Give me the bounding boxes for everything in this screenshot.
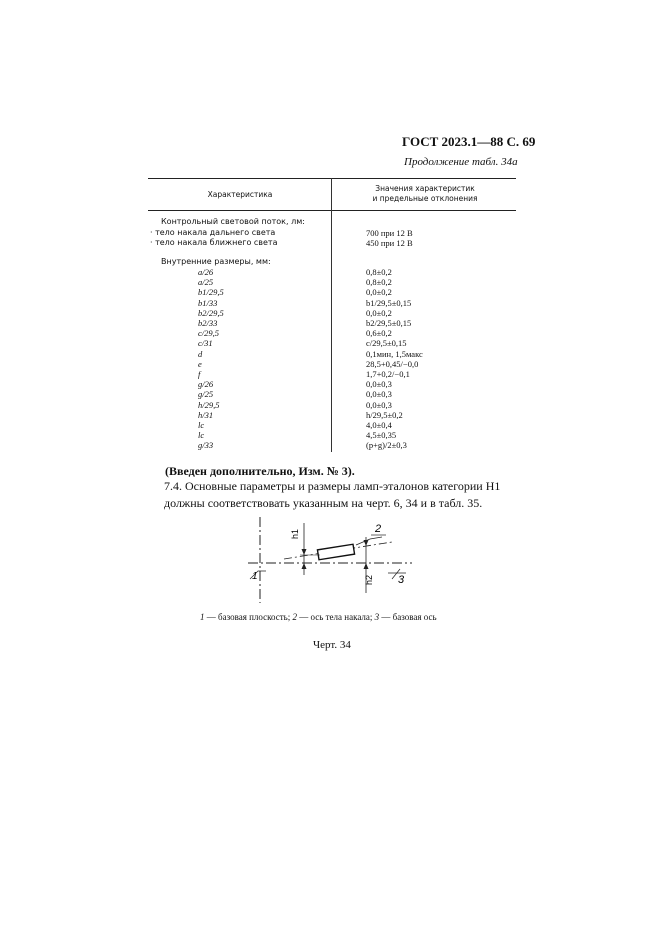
drawing-title: Черт. 34 xyxy=(313,639,351,651)
h1-arrow-top xyxy=(302,549,307,555)
caption-n1: 1 xyxy=(200,612,205,622)
dims-title: Внутренние размеры, мм: xyxy=(161,257,271,266)
leader-2 xyxy=(356,537,382,545)
page-reference: ГОСТ 2023.1—88 С. 69 xyxy=(402,134,536,149)
col1-header: Характеристика xyxy=(207,190,273,199)
table-header-rule xyxy=(148,210,516,211)
dims-row-value: 0,0±0,2 xyxy=(366,287,392,298)
dims-row-value: c/29,5±0,15 xyxy=(366,338,407,349)
dims-row-label: a/25 xyxy=(198,277,214,288)
paragraph-line-2: должны соответствовать указанным на черт. 6, 34 и в табл. 35. xyxy=(164,496,483,510)
dims-row-label: h/31 xyxy=(198,409,214,420)
flux-row-near-value: 450 при 12 В xyxy=(366,238,413,248)
dims-row-label: e xyxy=(198,358,202,369)
dims-row-label: lc xyxy=(198,430,205,441)
caption-t3: — базовая ось xyxy=(379,612,437,622)
flux-row-far-value: 700 при 12 В xyxy=(366,228,413,238)
caption-t2: — ось тела накала; xyxy=(297,612,375,622)
dims-row-value: 0,0±0,3 xyxy=(366,379,392,390)
dims-row-label: lc xyxy=(198,420,205,430)
dims-row-label: d xyxy=(198,348,203,359)
dims-row-label: g/26 xyxy=(198,379,214,390)
flux-row-far: · тело накала дальнего света xyxy=(150,228,276,237)
paragraph-line-1: 7.4. Основные параметры и размеры ламп-эталонов категории Н1 xyxy=(164,479,501,493)
dims-row-value: b2/29,5±0,15 xyxy=(366,318,412,328)
h2-label: h2 xyxy=(364,574,374,585)
h1-label: h1 xyxy=(290,528,300,539)
caption-n2: 2 xyxy=(292,612,298,622)
dims-row-value: 4,0±0,4 xyxy=(366,420,392,430)
flux-title: Контрольный световой поток, лм: xyxy=(161,217,305,226)
dims-row-value: 4,5±0,35 xyxy=(366,430,397,441)
dims-row-value: 0,0±0,3 xyxy=(366,399,392,410)
dims-row-label: h/29,5 xyxy=(198,399,220,410)
dims-row-label: g/33 xyxy=(198,440,214,451)
dims-row-label: g/25 xyxy=(198,389,214,400)
flux-row-near-label: тело накала ближнего света xyxy=(155,238,278,247)
h1-arrow-bottom xyxy=(302,563,307,569)
dims-row-value: 0,0±0,2 xyxy=(366,307,392,318)
dims-row-value: h/29,5±0,2 xyxy=(366,409,403,420)
flux-row-near: · тело накала ближнего света xyxy=(150,238,278,247)
dims-row-value: 1,7+0,2/−0,1 xyxy=(366,369,410,379)
label-3: 3 xyxy=(398,574,405,586)
table-column-divider xyxy=(331,178,332,452)
dims-row-value: 0,0±0,3 xyxy=(366,389,392,400)
table-top-rule xyxy=(148,178,516,179)
caption-n3: 3 xyxy=(374,612,380,622)
dims-row-label: b1/29,5 xyxy=(198,287,224,298)
dims-row-value: 0,6±0,2 xyxy=(366,328,392,339)
dims-row-label: c/29,5 xyxy=(198,328,220,339)
label-1: 1 xyxy=(252,571,258,582)
h2-arrow-bottom xyxy=(364,563,369,569)
dims-row-label: c/31 xyxy=(198,338,213,349)
dims-row-value: 0,8±0,2 xyxy=(366,277,392,288)
dims-row-value: 28,5+0,45/−0,0 xyxy=(366,358,419,369)
dims-row-value: (p+g)/2±0,3 xyxy=(366,440,407,451)
dims-row-value: b1/29,5±0,15 xyxy=(366,297,412,308)
filament-body xyxy=(317,544,354,560)
dims-row-label: b2/33 xyxy=(198,318,218,328)
caption-t1: — базовая плоскость; xyxy=(204,612,293,622)
lamp-drawing xyxy=(240,515,420,605)
dims-row-value: 0,1мин, 1,5макс xyxy=(366,348,423,359)
dims-row-label: a/26 xyxy=(198,267,214,277)
dims-row-value: 0,8±0,2 xyxy=(366,267,392,277)
flux-row-far-label: тело накала дальнего света xyxy=(155,228,276,237)
dims-row-label: b1/33 xyxy=(198,297,218,308)
drawing-caption xyxy=(200,612,437,622)
dims-row-label: b2/29,5 xyxy=(198,307,224,318)
label-2: 2 xyxy=(375,523,382,535)
amendment-note: (Введен дополнительно, Изм. № 3). xyxy=(165,464,355,478)
col2-header: Значения характеристик и предельные отклонения xyxy=(372,184,478,203)
dims-row-label: f xyxy=(198,369,201,379)
table-continuation: Продолжение табл. 34а xyxy=(404,156,518,168)
